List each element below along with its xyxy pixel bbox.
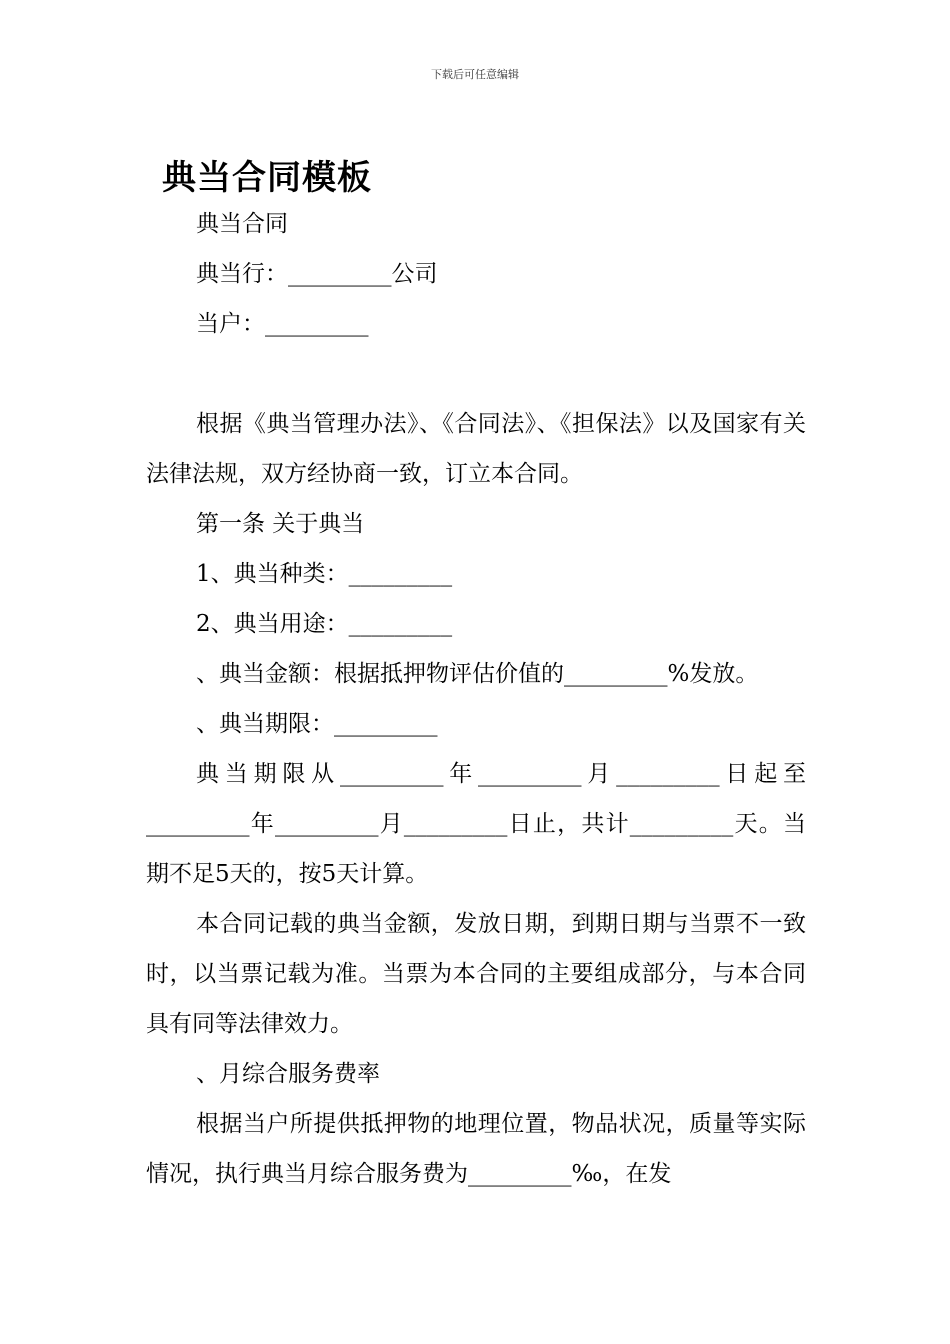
item-pawn-amount: 、典当金额：根据抵押物评估价值的_________%发放。 — [196, 661, 759, 687]
document-title: 典当合同模板 — [162, 158, 372, 198]
contract-subtitle: 典当合同 — [196, 211, 288, 237]
item-pawn-type: 1、典当种类：_________ — [196, 561, 453, 587]
pawn-period-paragraph: 典当期限从_________年_________月_________日起至_________年_________月_________日止，共计_________天。当期不足5天的，按5天计算。 — [146, 761, 806, 887]
item-pawn-term: 、典当期限：_________ — [196, 711, 438, 737]
pawnshop-line: 典当行：_________公司 — [196, 261, 438, 287]
item-pawn-use: 2、典当用途：_________ — [196, 611, 453, 637]
page-header: 下载后可任意编辑 — [431, 68, 519, 81]
ticket-paragraph: 本合同记载的典当金额，发放日期，到期日期与当票不一致时，以当票记载为准。当票为本合同的主要组成部分，与本合同具有同等法律效力。 — [146, 911, 806, 1037]
document-body — [146, 199, 806, 1199]
blank-spacer — [146, 349, 806, 399]
article-1-heading: 第一条 关于典当 — [196, 511, 365, 537]
intro-paragraph: 根据《典当管理办法》、《合同法》、《担保法》以及国家有关法律法规，双方经协商一致，订立本合同。 — [146, 411, 806, 487]
fee-rate-heading: 、月综合服务费率 — [196, 1061, 380, 1087]
fee-rate-paragraph: 根据当户所提供抵押物的地理位置，物品状况，质量等实际情况，执行典当月综合服务费为_________‰，在发 — [146, 1111, 806, 1187]
pawner-line: 当户：_________ — [196, 311, 369, 337]
